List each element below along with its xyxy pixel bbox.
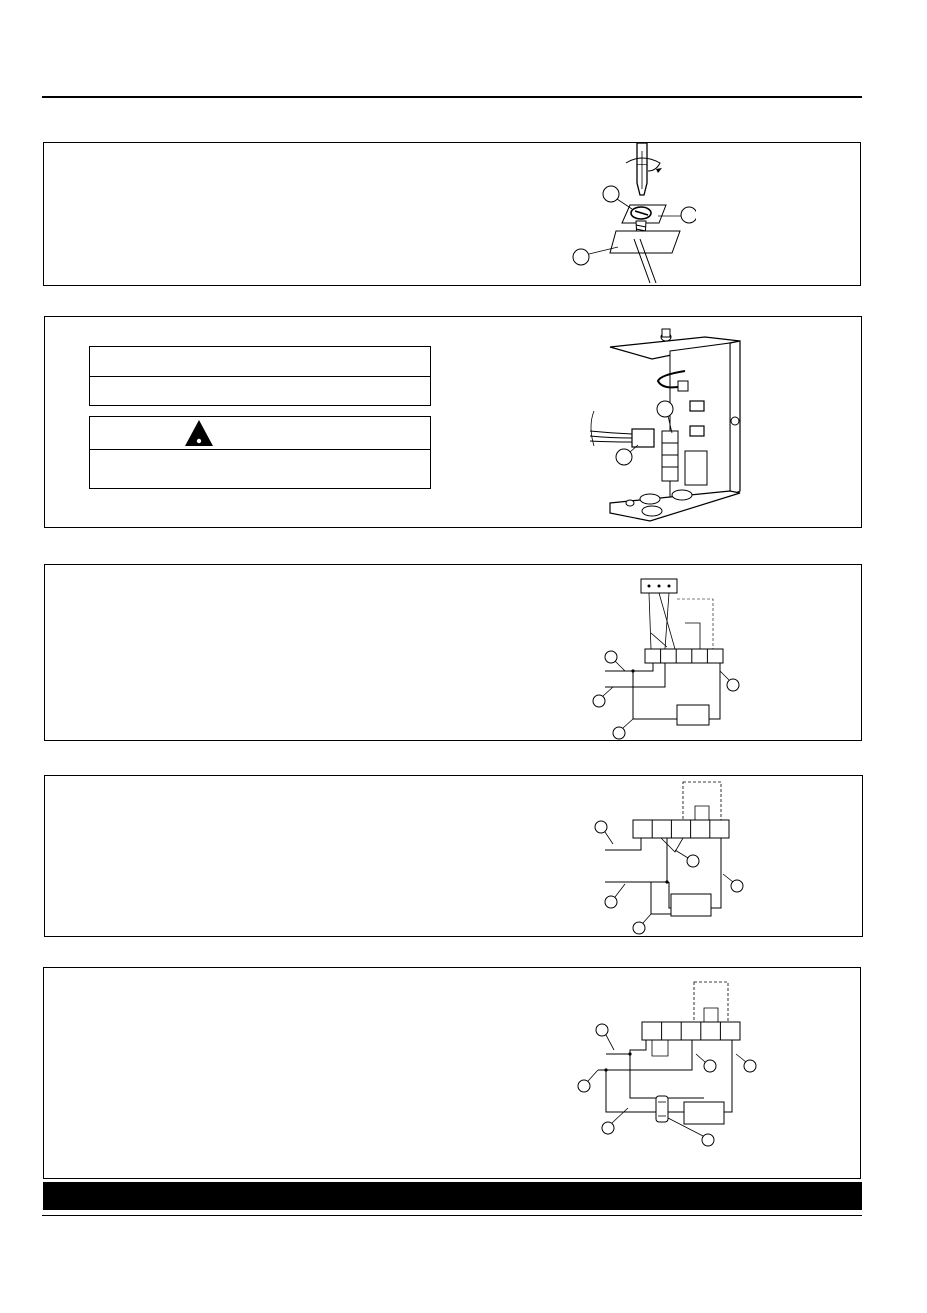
spec-table-body-row (90, 377, 430, 404)
spec-table (89, 346, 431, 406)
footer-rule (42, 1215, 862, 1216)
wiring-diagram-1 (585, 573, 760, 741)
wiring-panel-1 (44, 564, 862, 741)
control-module-panel (44, 316, 862, 528)
header-rule (42, 96, 862, 98)
wiring-panel-2 (44, 775, 863, 937)
screw-panel (43, 142, 861, 286)
footer-bar (43, 1182, 862, 1210)
warning-triangle-icon (184, 419, 214, 447)
spec-table-header-row (90, 347, 430, 377)
caution-box (89, 416, 431, 489)
wiring-diagram-3 (572, 974, 762, 1156)
wiring-diagram-2 (585, 778, 760, 936)
wiring-panel-3 (43, 967, 861, 1179)
caution-header-row (90, 417, 430, 450)
caution-body-row (90, 450, 430, 488)
control-module-illustration (590, 321, 750, 526)
screwdriver-illustration (556, 143, 696, 285)
